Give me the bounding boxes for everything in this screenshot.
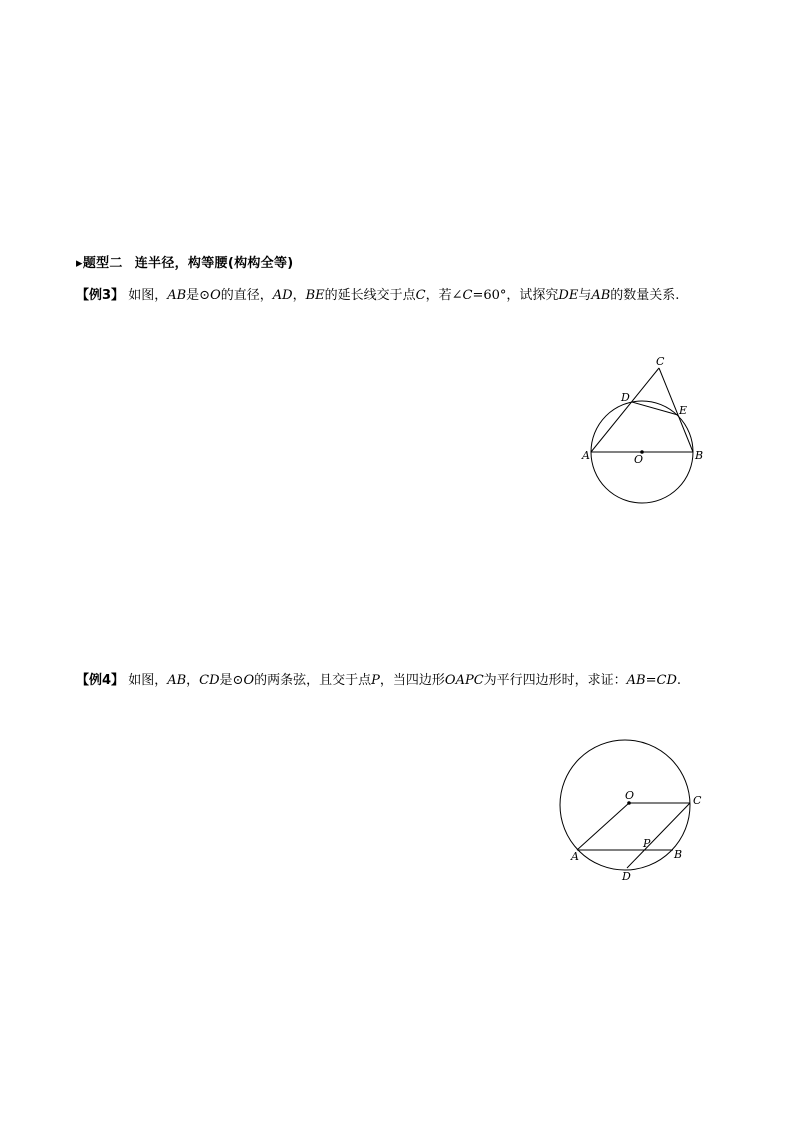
text-fragment: ， <box>292 288 306 303</box>
math-fragment: P <box>371 673 380 688</box>
label-e: E <box>679 404 688 417</box>
math-fragment: BE <box>305 288 325 303</box>
text-fragment: = <box>645 673 657 688</box>
label-a: A <box>571 850 579 863</box>
math-fragment: C <box>415 288 426 303</box>
segment-de <box>632 402 678 415</box>
label-a: A <box>582 449 590 462</box>
text-fragment: ， <box>186 673 200 688</box>
label-c: C <box>693 794 702 807</box>
label-o: O <box>634 453 644 466</box>
text-fragment: 如图， <box>128 673 168 688</box>
text-fragment: 的数量关系. <box>610 288 680 303</box>
example-4-text <box>76 670 726 692</box>
segment-ac <box>591 368 659 452</box>
section-heading <box>76 252 294 271</box>
segment-oa <box>577 803 629 850</box>
math-fragment: O <box>210 288 221 303</box>
text-fragment: 是⊙ <box>186 288 211 303</box>
text-fragment: 为平行四边形时，求证： <box>483 673 627 688</box>
math-fragment: AB <box>591 288 611 303</box>
example-3-tag: 【例3】 <box>76 288 125 303</box>
math-fragment: AD <box>272 288 293 303</box>
text-fragment: . <box>676 673 682 688</box>
label-b: B <box>674 848 683 861</box>
text-fragment: 的延长线交于点 <box>324 288 416 303</box>
math-fragment: C <box>462 288 473 303</box>
text-fragment: =60°，试探究 <box>472 288 559 303</box>
section-title: 题型二 <box>82 256 123 271</box>
label-o: O <box>625 789 635 802</box>
example-4-tag: 【例4】 <box>76 673 125 688</box>
text-fragment: 是⊙ <box>219 673 244 688</box>
figure-example-4 <box>550 730 720 890</box>
math-fragment: O <box>243 673 255 688</box>
section-subtitle: 连半径，构等腰(构构全等) <box>134 256 294 271</box>
math-fragment: AB <box>167 288 187 303</box>
label-d: D <box>621 391 630 404</box>
text-fragment: 的直径， <box>220 288 273 303</box>
text-fragment: ，当四边形 <box>379 673 445 688</box>
math-fragment: AB <box>626 673 646 688</box>
label-p: P <box>643 837 651 850</box>
text-fragment: 与 <box>578 288 592 303</box>
text-fragment: 如图， <box>128 288 168 303</box>
text-fragment: ，若∠ <box>425 288 463 303</box>
label-c: C <box>656 355 665 368</box>
segment-cb <box>659 368 693 452</box>
section-marker: ▸ <box>76 256 83 271</box>
math-fragment: CD <box>199 673 220 688</box>
example-3-text <box>76 285 726 307</box>
text-fragment: 的两条弦，且交于点 <box>254 673 372 688</box>
math-fragment: AB <box>167 673 187 688</box>
figure-example-3 <box>570 345 720 515</box>
math-fragment: CD <box>656 673 677 688</box>
label-d: D <box>622 870 631 883</box>
label-b: B <box>695 449 704 462</box>
math-fragment: OAPC <box>444 673 484 688</box>
math-fragment: DE <box>558 288 579 303</box>
